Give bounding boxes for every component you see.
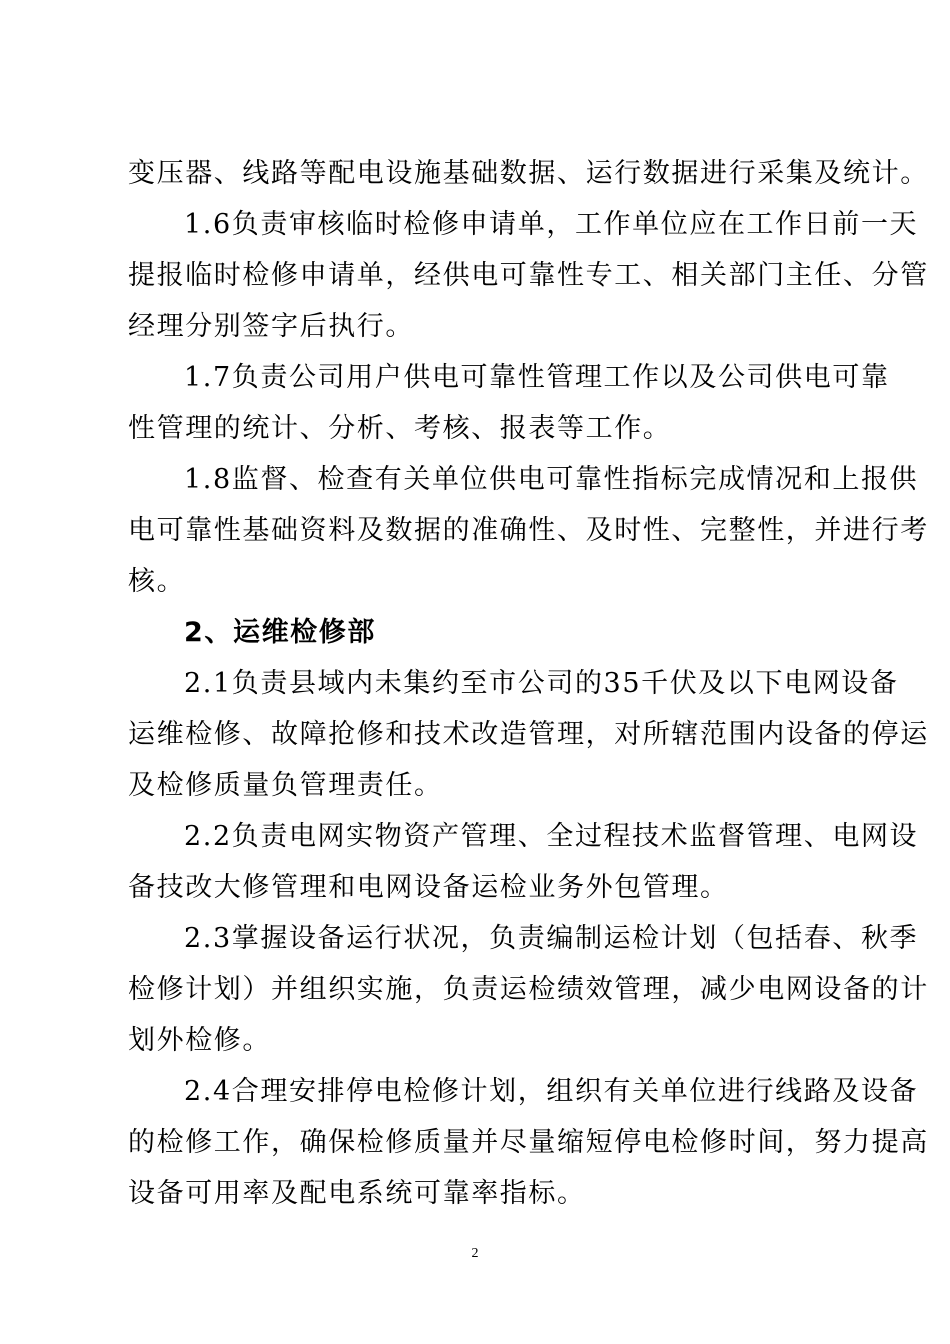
document-body [128,148,929,1219]
text-line: 运维检修、故障抢修和技术改造管理，对所辖范围内设备的停运 [128,719,929,750]
text-line: 的检修工作，确保检修质量并尽量缩短停电检修时间，努力提高 [128,1127,929,1158]
text-line: 2.3掌握设备运行状况，负责编制运检计划（包括春、秋季 [184,923,919,954]
text-line: 检修计划）并组织实施，负责运检绩效管理，减少电网设备的计 [128,974,929,1005]
text-line: 变压器、线路等配电设施基础数据、运行数据进行采集及统计。 [128,158,929,189]
text-line: 经理分别签字后执行。 [128,311,414,342]
page-number: 2 [471,1246,479,1261]
text-line: 设备可用率及配电系统可靠率指标。 [128,1178,586,1209]
text-line: 核。 [128,566,186,597]
text-line: 及检修质量负管理责任。 [128,770,443,801]
text-line: 划外检修。 [128,1025,271,1056]
text-line: 1.6负责审核临时检修申请单，工作单位应在工作日前一天 [184,209,919,240]
section-heading: 2、运维检修部 [184,617,376,648]
text-line: 电可靠性基础资料及数据的准确性、及时性、完整性，并进行考 [128,515,929,546]
text-line: 2.2负责电网实物资产管理、全过程技术监督管理、电网设 [184,821,919,852]
text-line: 性管理的统计、分析、考核、报表等工作。 [128,413,672,444]
text-line: 2.4合理安排停电检修计划，组织有关单位进行线路及设备 [184,1076,919,1107]
text-line: 备技改大修管理和电网设备运检业务外包管理。 [128,872,729,903]
text-line: 1.7负责公司用户供电可靠性管理工作以及公司供电可靠 [184,362,890,393]
text-line: 1.8监督、检查有关单位供电可靠性指标完成情况和上报供 [184,464,919,495]
text-line: 2.1负责县域内未集约至市公司的35千伏及以下电网设备 [184,668,899,699]
text-line: 提报临时检修申请单，经供电可靠性专工、相关部门主任、分管 [128,260,929,291]
